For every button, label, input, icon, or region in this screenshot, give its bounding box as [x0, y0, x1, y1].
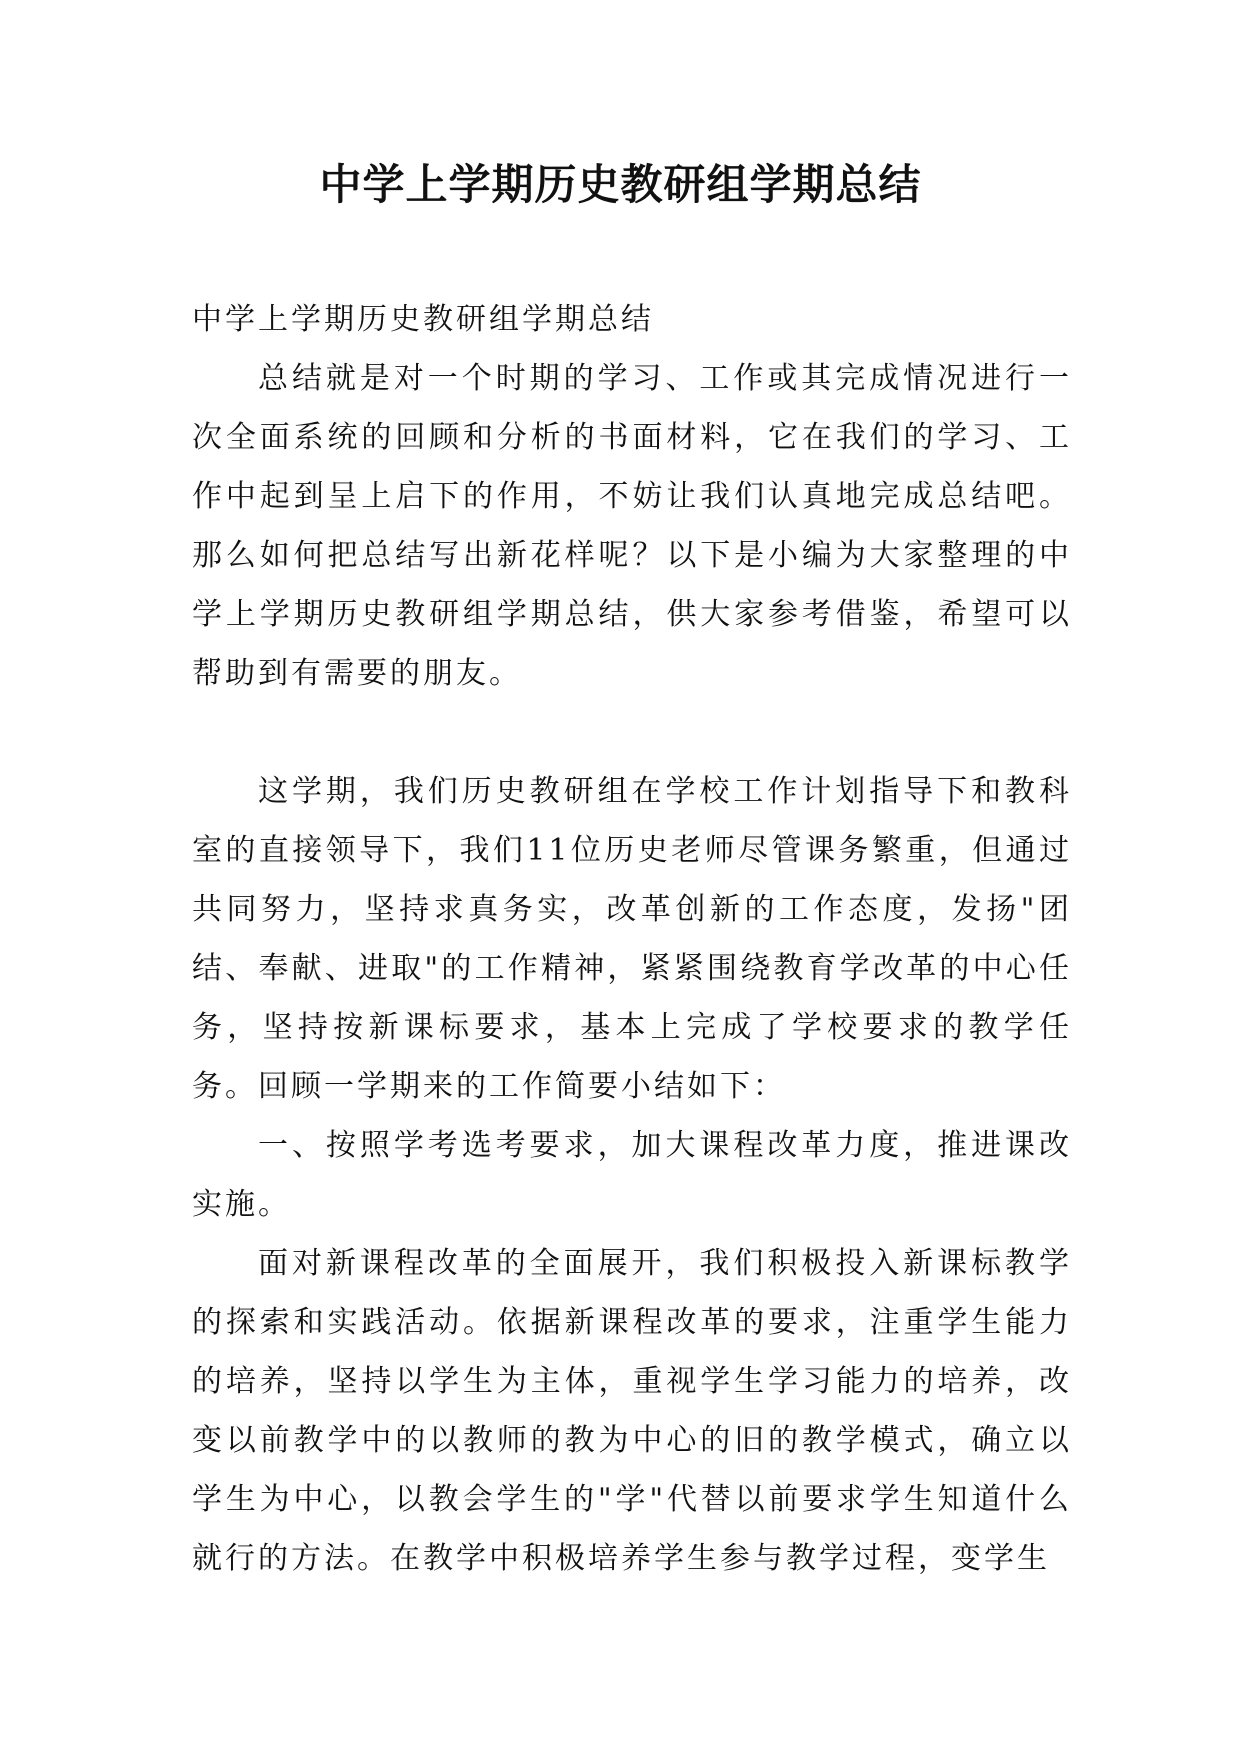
document-body: [192, 290, 1072, 1588]
document-title: 中学上学期历史教研组学期总结: [319, 160, 922, 209]
section-heading-1: 一、按照学考选考要求，加大课程改革力度，推进课改实施。: [192, 1128, 1072, 1222]
section-1-paragraph: 面对新课程改革的全面展开，我们积极投入新课标教学的探索和实践活动。依据新课程改革的要求，注重学生能力的培养，坚持以学生为主体，重视学生学习能力的培养，改变以前教学中的以教师的教为中心的旧的教学模式，确立以学生为中心，以教会学生的"学"代替以前要求学生知道什么就行的方法。在教学中积极培养学生参与教学过程，变学生: [192, 1246, 1072, 1576]
summary-paragraph: 这学期，我们历史教研组在学校工作计划指导下和教科室的直接领导下，我们11位历史老师尽管课务繁重，但通过共同努力，坚持求真务实，改革创新的工作态度，发扬"团结、奉献、进取"的工作精神，紧紧围绕教育学改革的中心任务，坚持按新课标要求，基本上完成了学校要求的教学任务。回顾一学期来的工作简要小结如下：: [192, 774, 1072, 1104]
paragraph-gap: [192, 703, 1072, 762]
subtitle-line: 中学上学期历史教研组学期总结: [192, 302, 654, 337]
intro-paragraph: 总结就是对一个时期的学习、工作或其完成情况进行一次全面系统的回顾和分析的书面材料，它在我们的学习、工作中起到呈上启下的作用，不妨让我们认真地完成总结吧。那么如何把总结写出新花样呢？以下是小编为大家整理的中学上学期历史教研组学期总结，供大家参考借鉴，希望可以帮助到有需要的朋友。: [192, 361, 1072, 691]
